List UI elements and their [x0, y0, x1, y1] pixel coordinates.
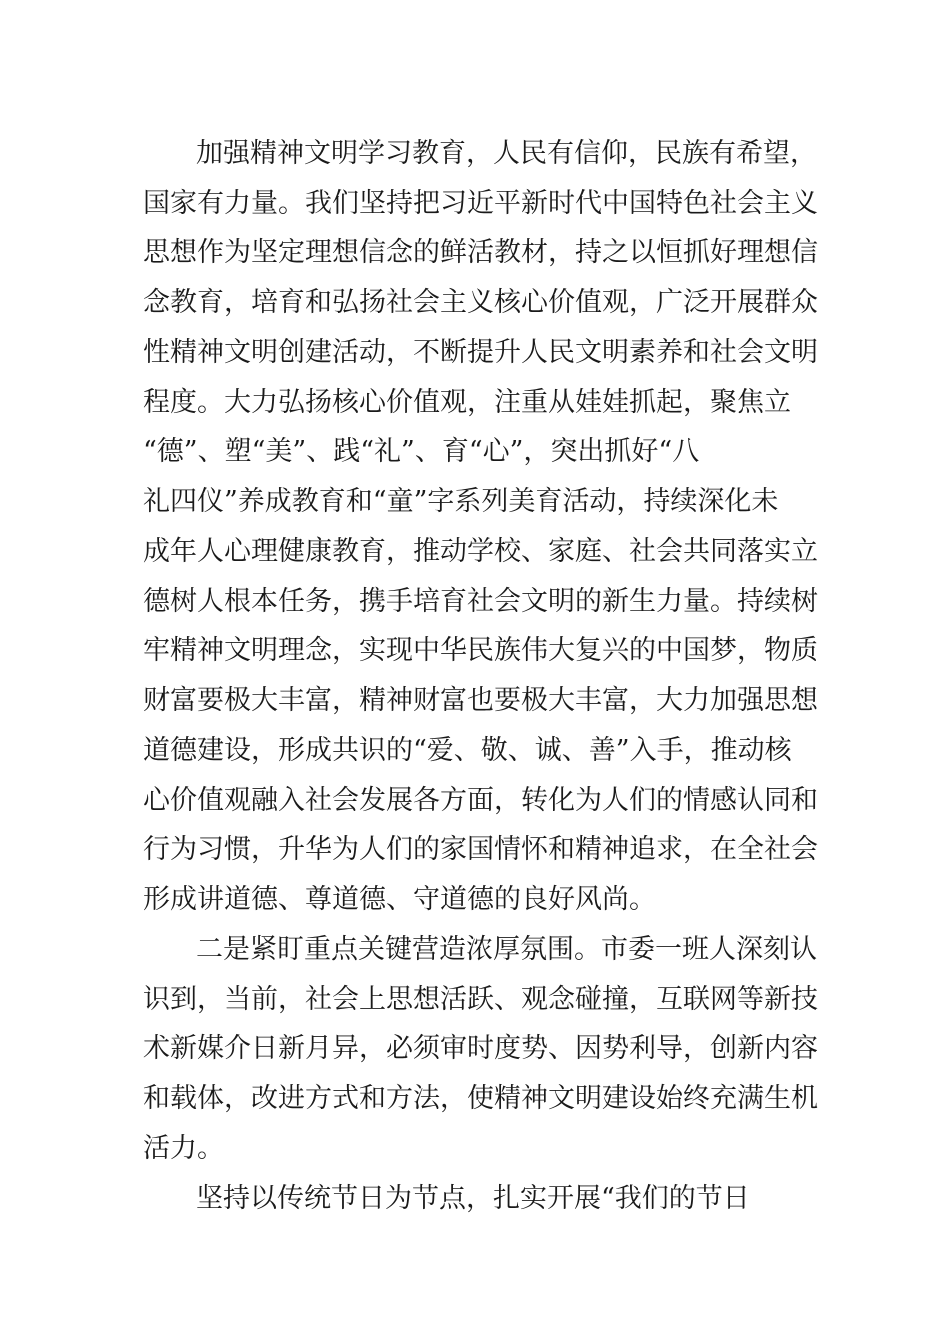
text-line-8: 礼四仪”养成教育和“童”字系列美育活动，持续深化未: [143, 486, 779, 517]
text-line-2: 国家有力量。我们坚持把习近平新时代中国特色社会主义: [143, 188, 818, 219]
text-line-20: 和载体，改进方式和方法，使精神文明建设始终充满生机: [143, 1083, 818, 1114]
text-line-7: “德”、塑“美”、践“礼”、育“心”，突出抓好“八: [143, 436, 700, 467]
text-line-22: 坚持以传统节日为节点，扎实开展“我们的节日: [196, 1183, 750, 1214]
text-line-9: 成年人心理健康教育，推动学校、家庭、社会共同落实立: [143, 536, 818, 567]
text-line-18: 识到，当前，社会上思想活跃、观念碰撞，互联网等新技: [143, 984, 818, 1015]
text-line-3: 思想作为坚定理想信念的鲜活教材，持之以恒抓好理想信: [143, 237, 818, 268]
text-line-5: 性精神文明创建活动，不断提升人民文明素养和社会文明: [143, 337, 818, 368]
text-line-11: 牢精神文明理念，实现中华民族伟大复兴的中国梦，物质: [143, 635, 818, 666]
text-line-13: 道德建设，形成共识的“爱、敬、诚、善”入手，推动核: [143, 735, 792, 766]
text-line-6: 程度。大力弘扬核心价值观，注重从娃娃抓起，聚焦立: [143, 387, 791, 418]
text-line-10: 德树人根本任务，携手培育社会文明的新生力量。持续树: [143, 586, 818, 617]
text-line-1: 加强精神文明学习教育，人民有信仰，民族有希望，: [196, 138, 817, 169]
text-line-15: 行为习惯，升华为人们的家国情怀和精神追求，在全社会: [143, 834, 818, 865]
text-line-4: 念教育，培育和弘扬社会主义核心价值观，广泛开展群众: [143, 287, 818, 318]
text-line-14: 心价值观融入社会发展各方面，转化为人们的情感认同和: [143, 785, 818, 816]
text-line-12: 财富要极大丰富，精神财富也要极大丰富，大力加强思想: [143, 685, 818, 716]
text-line-19: 术新媒介日新月异，必须审时度势、因势利导，创新内容: [143, 1033, 818, 1064]
text-line-17: 二是紧盯重点关键营造浓厚氛围。市委一班人深刻认: [196, 934, 817, 965]
text-line-16: 形成讲道德、尊道德、守道德的良好风尚。: [143, 884, 656, 915]
text-line-21: 活力。: [143, 1133, 224, 1164]
